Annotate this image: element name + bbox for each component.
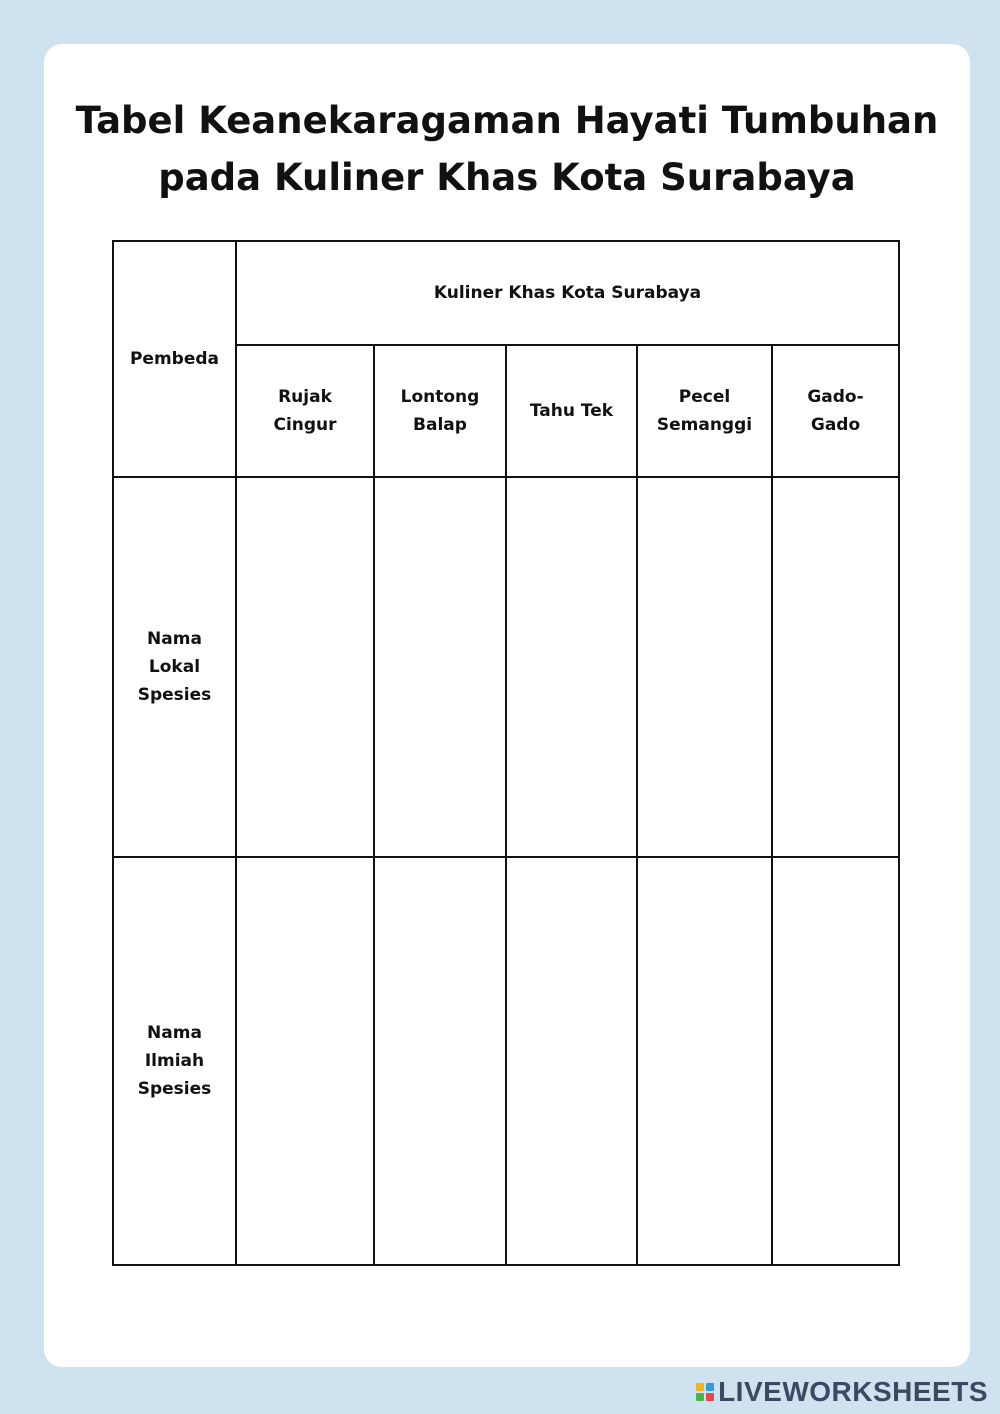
row-header-line: Spesies bbox=[137, 685, 212, 705]
title-line-2: pada Kuliner Khas Kota Surabaya bbox=[158, 156, 856, 199]
answer-cell[interactable] bbox=[506, 477, 637, 857]
corner-header-cell bbox=[113, 241, 236, 477]
column-header-line: Pecel bbox=[678, 387, 731, 407]
logo-square bbox=[696, 1383, 704, 1391]
row-header-nama-lokal bbox=[113, 477, 236, 857]
answer-cell[interactable] bbox=[236, 857, 374, 1265]
column-header-line: Semanggi bbox=[656, 415, 753, 435]
column-header-line: Cingur bbox=[273, 415, 337, 435]
logo-square bbox=[706, 1393, 714, 1401]
answer-cell[interactable] bbox=[374, 857, 506, 1265]
answer-cell[interactable] bbox=[637, 477, 772, 857]
row-header-nama-ilmiah bbox=[113, 857, 236, 1265]
row-header-line: Nama bbox=[147, 1023, 202, 1043]
column-header-gado-gado bbox=[772, 345, 899, 477]
liveworksheets-wordmark: LIVEWORKSHEETS bbox=[718, 1376, 988, 1407]
answer-cell[interactable] bbox=[506, 857, 637, 1265]
logo-square bbox=[706, 1383, 714, 1391]
column-header-line: Rujak bbox=[278, 387, 332, 407]
biodiversity-table bbox=[112, 240, 900, 1266]
logo-square bbox=[696, 1393, 704, 1401]
column-header-line: Gado bbox=[810, 415, 861, 435]
answer-cell[interactable] bbox=[236, 477, 374, 857]
header-row-1 bbox=[113, 241, 899, 345]
answer-cell[interactable] bbox=[637, 857, 772, 1265]
table-row-nama-ilmiah bbox=[113, 857, 899, 1265]
column-header-line: Lontong bbox=[400, 387, 480, 407]
column-header-line: Gado- bbox=[807, 387, 864, 407]
liveworksheets-branding[interactable] bbox=[696, 1376, 988, 1408]
liveworksheets-logo-icon bbox=[696, 1383, 714, 1401]
worksheet-title bbox=[44, 92, 970, 206]
column-header-lontong-balap bbox=[374, 345, 506, 477]
row-header-line: Spesies bbox=[137, 1079, 212, 1099]
column-header-tahu-tek bbox=[506, 345, 637, 477]
column-header-line: Tahu Tek bbox=[529, 401, 614, 421]
row-header-line: Ilmiah bbox=[144, 1051, 205, 1071]
answer-cell[interactable] bbox=[772, 477, 899, 857]
column-header-line: Balap bbox=[413, 415, 467, 435]
corner-label: Pembeda bbox=[129, 349, 220, 369]
answer-cell[interactable] bbox=[772, 857, 899, 1265]
table-row-nama-lokal bbox=[113, 477, 899, 857]
group-header-label: Kuliner Khas Kota Surabaya bbox=[433, 283, 702, 303]
answer-cell[interactable] bbox=[374, 477, 506, 857]
group-header-cell bbox=[236, 241, 899, 345]
row-header-line: Lokal bbox=[148, 657, 201, 677]
row-header-line: Nama bbox=[147, 629, 202, 649]
column-header-pecel-semanggi bbox=[637, 345, 772, 477]
title-line-1: Tabel Keanekaragaman Hayati Tumbuhan bbox=[75, 99, 939, 142]
column-header-rujak-cingur bbox=[236, 345, 374, 477]
